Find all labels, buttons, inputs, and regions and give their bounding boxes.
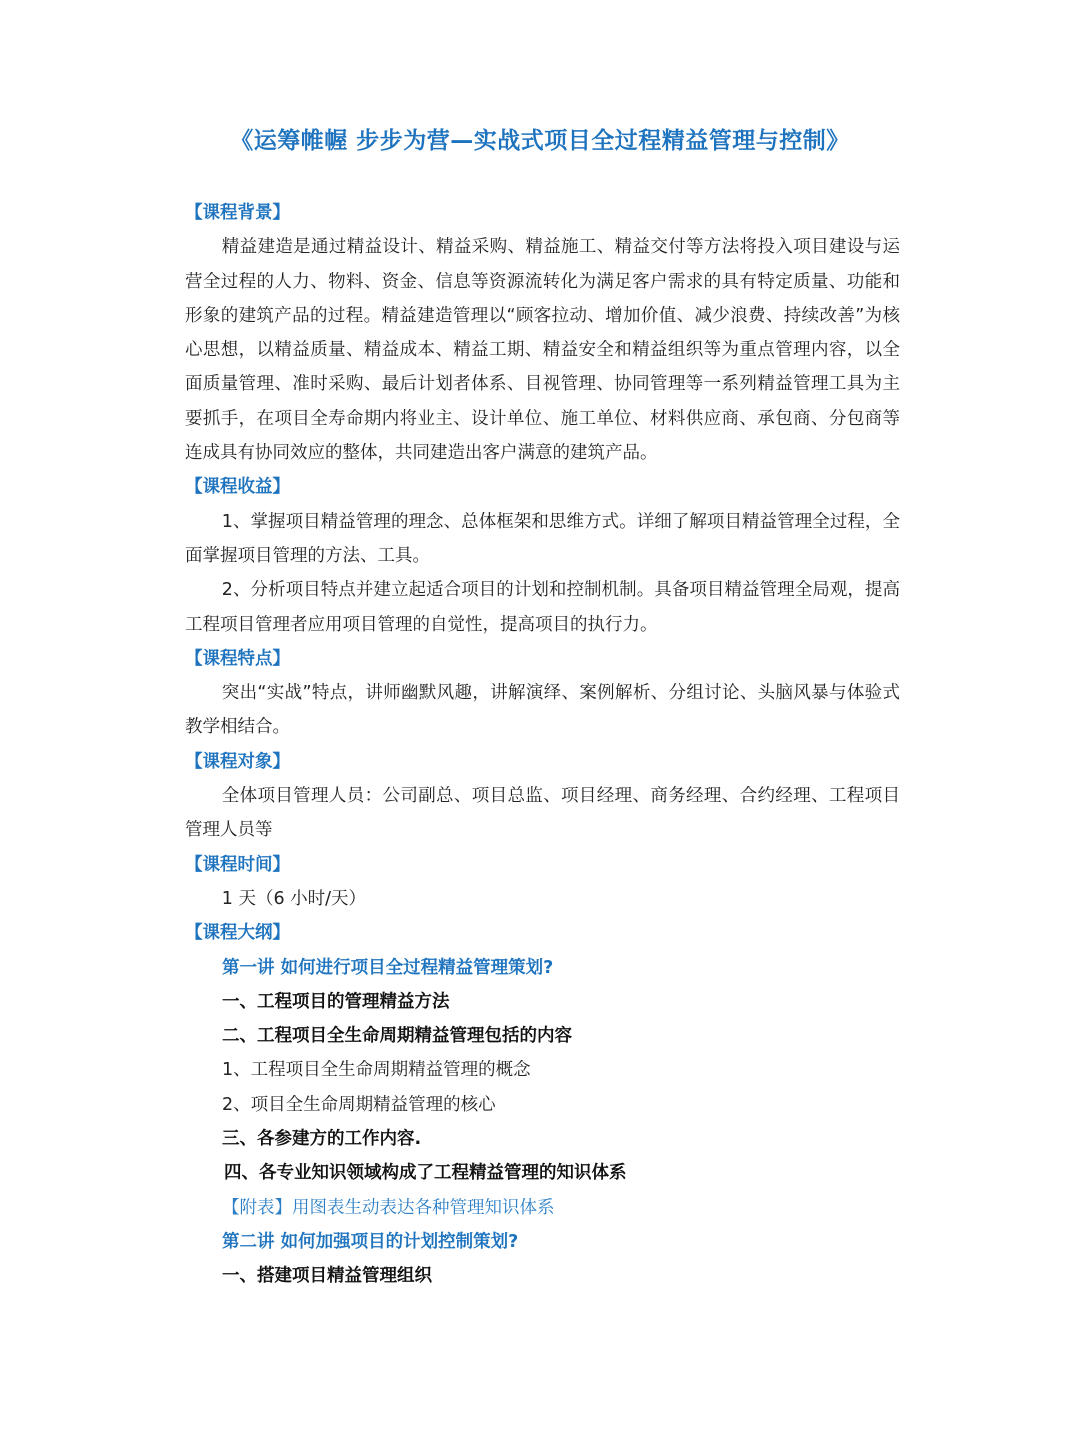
section-heading-outline: 【课程大纲】 xyxy=(185,923,290,944)
lecture-2-title: 第二讲 如何加强项目的计划控制策划? xyxy=(222,1231,519,1252)
lecture-1-sub-2: 2、项目全生命周期精益管理的核心 xyxy=(222,1094,496,1115)
section-heading-benefits: 【课程收益】 xyxy=(185,477,290,498)
lecture-1-point-1: 一、工程项目的管理精益方法 xyxy=(222,991,450,1012)
benefit-item-2: 2、分析项目特点并建立起适合项目的计划和控制机制。具备项目精益管理全局观，提高工程项目管理者应用项目管理的自觉性，提高项目的执行力。 xyxy=(185,580,900,635)
section-heading-audience: 【课程对象】 xyxy=(185,751,290,772)
lecture-2-point-1: 一、搭建项目精益管理组织 xyxy=(222,1266,432,1287)
section-heading-background: 【课程背景】 xyxy=(185,203,290,223)
audience-paragraph: 全体项目管理人员：公司副总、项目总监、项目经理、商务经理、合约经理、工程项目管理人员等 xyxy=(185,786,900,841)
lecture-1-title: 第一讲 如何进行项目全过程精益管理策划? xyxy=(222,957,554,978)
features-paragraph: 突出“实战”特点，讲师幽默风趣，讲解演绎、案例解析、分组讨论、头脑风暴与体验式教学相结合。 xyxy=(185,683,900,738)
lecture-1-appendix xyxy=(185,1191,900,1225)
lecture-1-point-3: 三、各参建方的工作内容. xyxy=(222,1129,422,1150)
appendix-tag: 【附表】 xyxy=(222,1197,292,1218)
lecture-1-point-2: 二、工程项目全生命周期精益管理包括的内容 xyxy=(222,1026,572,1047)
document-title: 《运筹帷幄 步步为营—实战式项目全过程精益管理与控制》 xyxy=(230,128,850,154)
lecture-1-point-4: 四、各专业知识领域构成了工程精益管理的知识体系 xyxy=(224,1163,627,1184)
section-heading-features: 【课程特点】 xyxy=(185,648,290,669)
document-body xyxy=(185,196,900,1294)
benefit-item-1: 1、掌握项目精益管理的理念、总体框架和思维方式。详细了解项目精益管理全过程，全面掌握项目管理的方法、工具。 xyxy=(185,511,900,566)
duration-text: 1 天（6 小时/天） xyxy=(221,888,367,909)
background-paragraph: 精益建造是通过精益设计、精益采购、精益施工、精益交付等方法将投入项目建设与运营全过程的人力、物料、资金、信息等资源流转化为满足客户需求的具有特定质量、功能和形象的建筑产品的过程。精益建造管理以“顾客拉动、增加价值、减少浪费、持续改善”为核心思想，以精益质量、精益成本、精益工期、精益安全和精益组织等为重点管理内容，以全面质量管理、准时采购、最后计划者体系、目视管理、协同管理等一系列精益管理工具为主要抓手，在项目全寿命期内将业主、设计单位、施工单位、材料供应商、承包商、分包商等连成具有协同效应的整体，共同建造出客户满意的建筑产品。 xyxy=(185,237,900,464)
lecture-1-sub-1: 1、工程项目全生命周期精益管理的概念 xyxy=(222,1060,531,1081)
section-heading-duration: 【课程时间】 xyxy=(185,854,290,875)
appendix-text: 用图表生动表达各种管理知识体系 xyxy=(292,1197,555,1218)
